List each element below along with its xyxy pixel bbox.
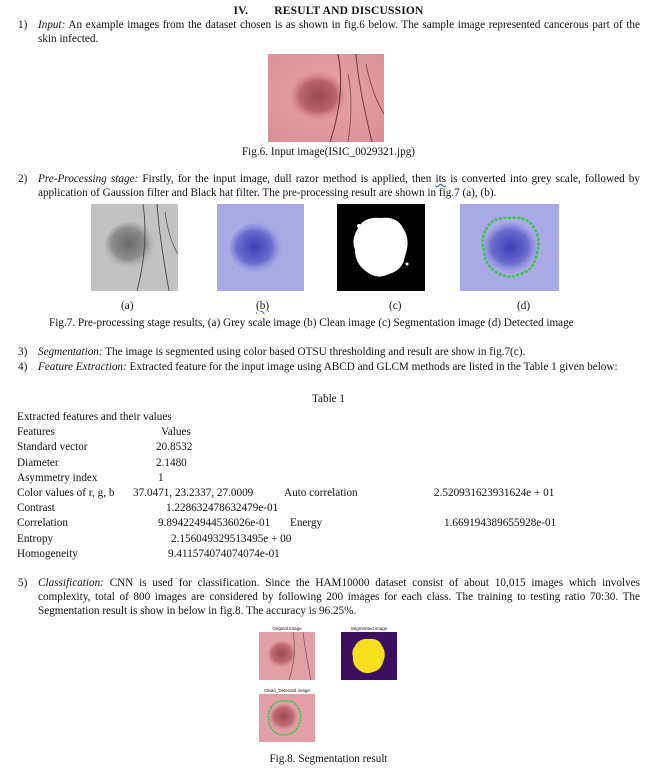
item-text: its [435,173,447,185]
original-image [259,632,315,680]
fig7-label-d: (d) [517,300,531,312]
clean-image [217,204,304,291]
table-subtitle: Extracted features and their values [17,411,172,423]
feature-value: 2.156049329513495e + 00 [171,533,292,545]
feature-name: Color values of r, g, b [17,487,115,499]
item-text: Extracted feature for the input image using ABCD and GLCM methods are listed in the Table 1 given below: [126,361,618,373]
feature-name: Diameter [17,457,59,469]
fig6-caption: Fig.6. Input image(ISIC_0029321.jpg) [241,146,416,158]
item-input [18,18,640,46]
table-row [17,486,647,501]
feature-value: 9.894224944536026e-01 [158,517,271,529]
header-features: Features [17,426,55,438]
table-row [17,532,647,547]
table-row [17,501,647,516]
item-number: 2) [18,173,28,185]
table-title: Table 1 [311,393,346,405]
item-number: 4) [18,361,28,373]
feature-value: 2.520931623931624e + 01 [434,487,555,499]
feature-name: Entropy [17,533,54,545]
item-label: Classification: [38,577,104,589]
section-title: RESULT AND DISCUSSION [274,5,424,17]
item-number: 5) [18,577,28,589]
feature-value: 20.8532 [156,441,193,453]
clean-detected-image [259,694,315,742]
item-text: CNN is used for classification. Since the HAM10000 dataset consist of about 10,015 images which involves complexity, total of 800 images are considered by following 200 images for each class. The training to testing ratio 70:30. The Segmentation result is show in below in fig.8. The accuracy is 96.25%. [38,577,640,617]
input-image [268,54,384,142]
section-number: IV. [233,5,249,17]
feature-value: 2.1480 [156,457,187,469]
table-row [17,547,647,562]
item-label: Segmentation: [38,346,103,358]
item-number: 3) [18,346,28,358]
item-text: The image is segmented using color based OTSU thresholding and result are show in fig.7(c). [102,346,526,358]
feature-value: 1.228632478632479e-01 [166,502,279,514]
table-row [17,516,647,531]
feature-name: Energy [290,517,323,529]
grey-scale-image [91,204,178,291]
feature-name: Contrast [17,502,55,514]
item-number: 1) [18,19,28,31]
item-text: An example images from the dataset chosen is as shown in fig.6 below. The sample image represented cancerous part of the skin infected. [38,19,640,45]
detected-image [460,204,559,291]
item-text: is converted into grey scale, followed by application of Gaussion filter and Black hat filter. The pre-processing result are shown in fig.7 (a), (b). [38,173,640,199]
segmented-image-label: Segmented image [350,626,388,631]
header-values: Values [161,426,191,438]
feature-value: 1.669194389655928e-01 [444,517,557,529]
detected-image-label: Clean_Detected image [264,688,310,693]
feature-name: Standard vector [17,441,88,453]
fig7-label-b: (b) [256,300,270,312]
original-image-label: Original Image [272,626,302,631]
feature-name: Asymmetry index [17,472,98,484]
item-label: Pre-Processing stage: [38,173,139,185]
feature-value: 37.0471, 23.2337, 27.0009 [133,487,254,499]
item-feature-extraction [18,360,640,374]
table-row [17,440,647,455]
feature-name: Homogeneity [17,548,78,560]
item-classification [18,576,640,618]
table-row [17,471,647,486]
item-preprocessing [18,172,640,200]
fig7-label-a: (a) [121,300,134,312]
feature-value: 9.411574074074074e-01 [168,548,280,560]
fig7-label-c: (c) [389,300,402,312]
item-text: Firstly, for the input image, dull razor method is applied, then [138,173,436,185]
segmented-image [341,632,397,680]
feature-name: Auto correlation [284,487,358,499]
fig8-caption: Fig.8. Segmentation result [269,753,388,765]
feature-value: 1 [158,472,164,484]
table-header [17,425,647,440]
section-heading [0,4,657,18]
segmentation-image [337,204,425,291]
table-row [17,456,647,471]
item-segmentation [18,345,640,359]
item-label: Feature Extraction: [38,361,127,373]
fig7-caption: Fig.7. Pre-processing stage results, (a) Grey scale image (b) Clean image (c) Segmentation image (d) Detected image [49,317,574,329]
item-label: Input: [38,19,66,31]
feature-name: Correlation [17,517,68,529]
